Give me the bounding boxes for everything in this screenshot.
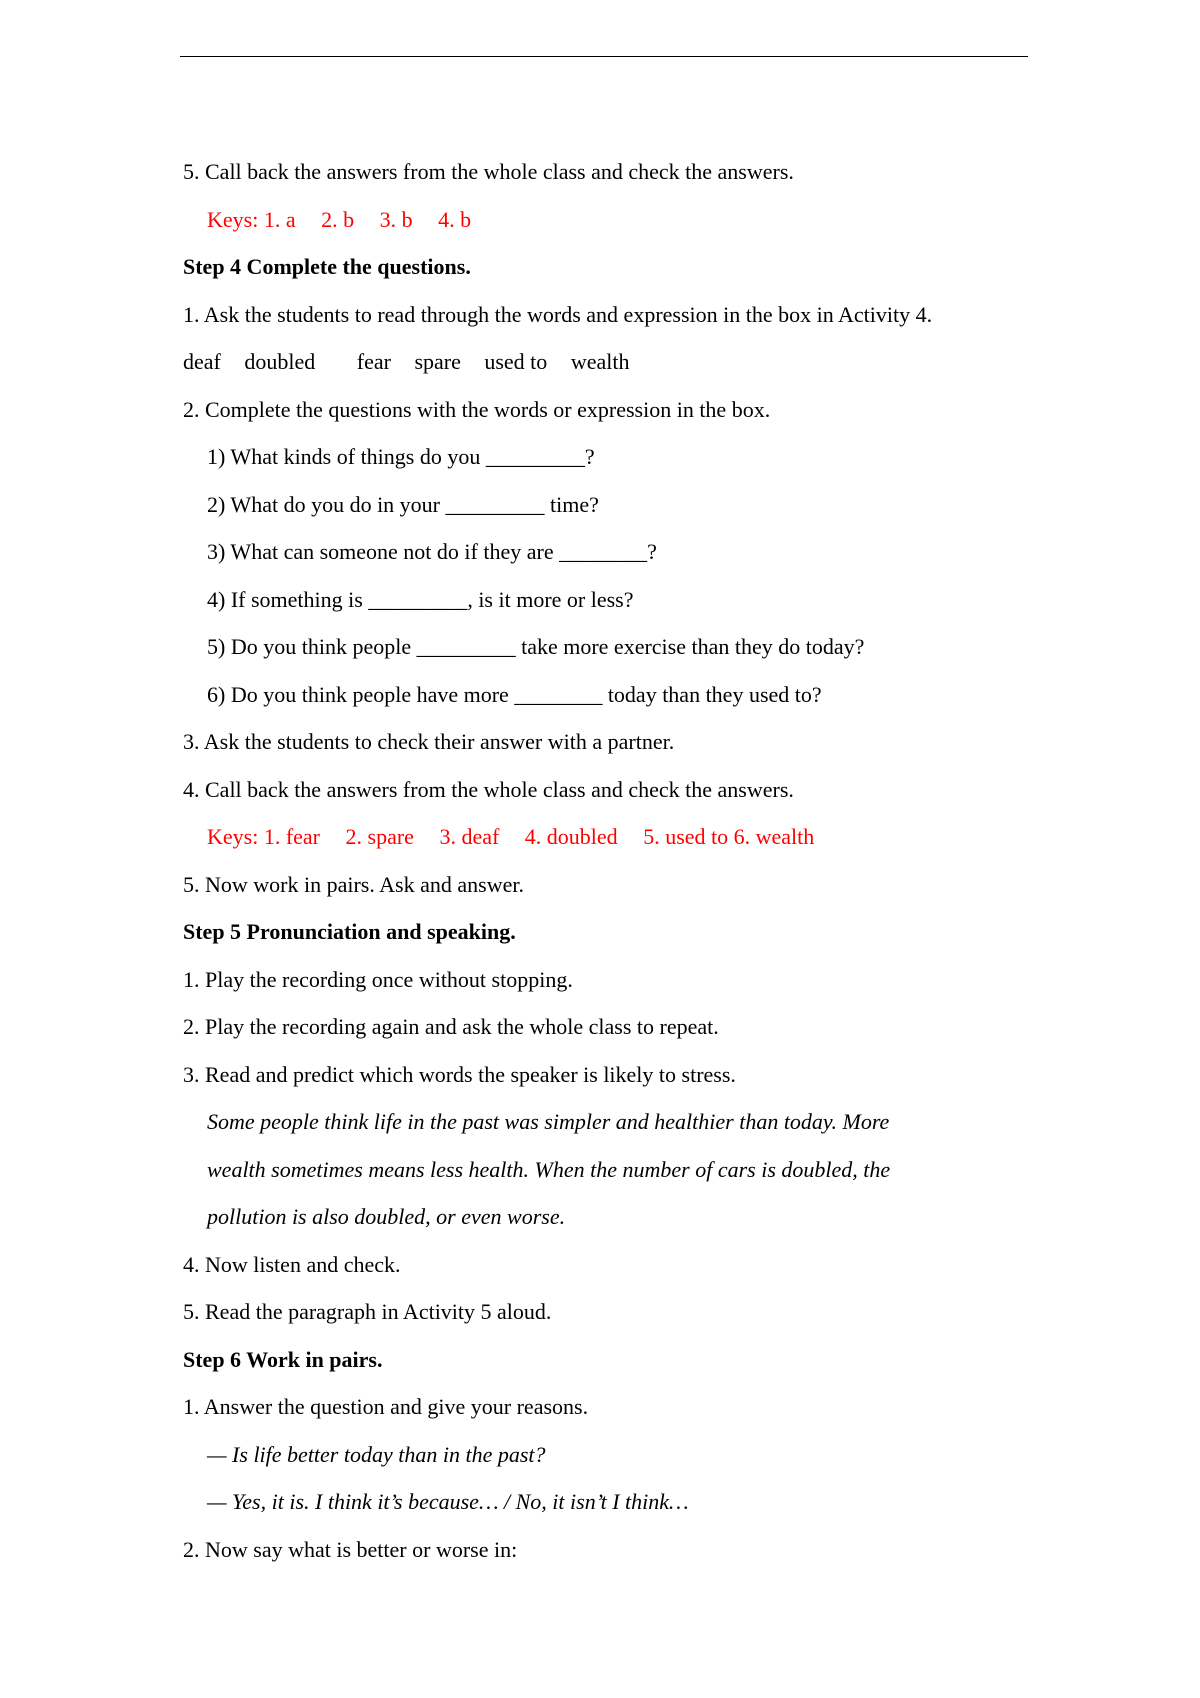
key-item: 3. deaf	[439, 824, 500, 849]
word: fear	[356, 349, 391, 374]
step5-item-1: 1. Play the recording once without stopping.	[183, 966, 573, 992]
key-item: 2. spare	[345, 824, 414, 849]
step4-item-3: 3. Ask the students to check their answer with a partner.	[183, 729, 675, 754]
key-item: 4. doubled	[524, 824, 618, 849]
paragraph-line: Some people think life in the past was simpler and healthier than today. More	[207, 1109, 890, 1134]
answer-keys-1	[183, 196, 1063, 244]
question: 5) Do you think people _________ take more exercise than they do today?	[207, 634, 865, 659]
header-rule	[180, 56, 1028, 57]
word: used to	[484, 349, 548, 374]
step5-item-2: 2. Play the recording again and ask the whole class to repeat.	[183, 1014, 719, 1039]
paragraph-line: pollution is also doubled, or even worse.	[207, 1204, 566, 1229]
step5-item-5: 5. Read the paragraph in Activity 5 aloud.	[183, 1299, 552, 1324]
word: wealth	[570, 349, 630, 374]
key-item: 4. b	[438, 206, 472, 232]
question: 1) What kinds of things do you _________?	[207, 444, 595, 469]
step5-item-4: 4. Now listen and check.	[183, 1251, 401, 1277]
question: 2) What do you do in your _________ time?	[207, 491, 599, 517]
step4-item-4: 4. Call back the answers from the whole class and check the answers.	[183, 776, 794, 802]
dialogue-line: — Is life better today than in the past?	[207, 1441, 546, 1467]
answer-keys-2	[183, 813, 1063, 861]
step4-item-5: 5. Now work in pairs. Ask and answer.	[183, 871, 524, 897]
step6-item-1: 1. Answer the question and give your reasons.	[183, 1394, 589, 1419]
key-item: 2. b	[321, 206, 355, 232]
document-body	[183, 148, 1063, 1573]
key-item: Keys: 1. fear	[207, 824, 321, 849]
step4-item-1: 1. Ask the students to read through the words and expression in the box in Activity 4.	[183, 301, 933, 327]
key-item: 5. used to 6. wealth	[643, 824, 815, 849]
dialogue-line: — Yes, it is. I think it’s because… / No, it isn’t I think…	[207, 1489, 689, 1514]
step4-item-2: 2. Complete the questions with the words or expression in the box.	[183, 396, 771, 422]
paragraph-line: wealth sometimes means less health. When the number of cars is doubled, the	[207, 1156, 891, 1182]
question: 4) If something is _________, is it more or less?	[207, 586, 634, 612]
step3-item-5: 5. Call back the answers from the whole class and check the answers.	[183, 159, 794, 184]
step4-heading: Step 4 Complete the questions.	[183, 254, 471, 279]
word-box	[183, 338, 1063, 386]
step5-item-3: 3. Read and predict which words the speaker is likely to stress.	[183, 1061, 736, 1087]
word: doubled	[244, 349, 316, 374]
question: 3) What can someone not do if they are ________?	[207, 539, 657, 564]
key-item: Keys: 1. a	[207, 206, 296, 232]
step6-heading: Step 6 Work in pairs.	[183, 1346, 383, 1372]
word: spare	[414, 349, 461, 374]
key-item: 3. b	[379, 206, 413, 232]
step5-heading: Step 5 Pronunciation and speaking.	[183, 919, 516, 944]
question: 6) Do you think people have more ________ today than they used to?	[207, 681, 822, 707]
step6-item-2: 2. Now say what is better or worse in:	[183, 1536, 518, 1562]
word: deaf	[183, 349, 221, 374]
